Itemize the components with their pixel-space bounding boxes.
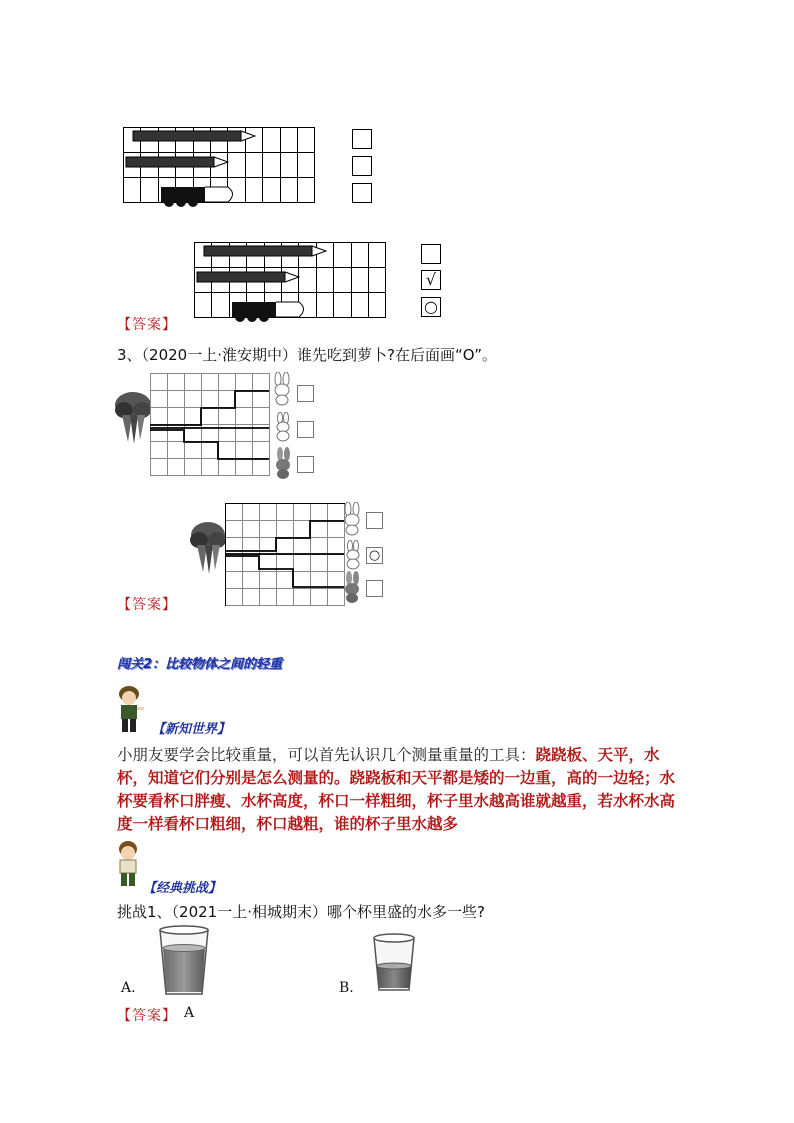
rabbit-icon: [271, 372, 293, 406]
pencil-icon: [126, 157, 228, 167]
q2-answer-box-2: √: [421, 270, 441, 290]
section-title: 闯关2：比较物体之间的轻重: [117, 657, 283, 672]
eraser-icon: [161, 187, 233, 207]
classic-challenge-title: 【经典挑战】: [143, 881, 222, 896]
q2-objects: [123, 127, 323, 207]
challenge1-question: 挑战1、（2021一上·相城期末）哪个杯里盛的水多一些?: [117, 903, 485, 921]
boy-mascot-icon: [113, 840, 143, 888]
paragraph-highlight: 跷跷板、天平，水杯，知道它们分别是怎么测量的。跷跷板和天平都是矮的一边重，高的一边轻；水杯要看杯口胖瘦、水杯高度，杯口一样粗细，杯子里水越高谁就越重，若水杯水高度一样看杯口粗细，杯口越粗，谁的杯子里水越多: [117, 746, 676, 833]
q3-answer-paths: [225, 503, 347, 607]
q2-answer-objects: [194, 242, 394, 322]
cup-b-icon: [372, 932, 416, 994]
q2-answer-label: 【答案】: [117, 317, 177, 333]
challenge1-answer-label: 【答案】: [117, 1008, 177, 1024]
cup-a-icon: [158, 924, 210, 998]
q3-answer-box-2: ○: [366, 547, 383, 564]
challenge1-answer-value: A: [184, 1005, 195, 1021]
rabbit-icon: [343, 540, 363, 570]
q3-answer-box-3: [366, 580, 383, 597]
rabbit-icon: [341, 571, 363, 603]
carrot-bunch-icon: [188, 520, 228, 575]
knowledge-paragraph: [117, 744, 689, 836]
q3-answer-box-1: [366, 512, 383, 529]
q3-blank-box-3[interactable]: [297, 456, 314, 473]
eraser-icon: [232, 302, 304, 322]
q2-answer-box-1: [421, 244, 441, 264]
rabbit-icon: [341, 502, 363, 536]
q3-blank-box-2[interactable]: [297, 421, 314, 438]
q3-paths: [150, 373, 272, 477]
q2-blank-box-1[interactable]: [352, 129, 372, 149]
option-a[interactable]: A.: [121, 980, 136, 996]
boy-mascot-icon: [113, 684, 147, 734]
pencil-icon: [197, 272, 299, 282]
paragraph-plain: 小朋友要学会比较重量，可以首先认识几个测量重量的工具：: [117, 746, 536, 764]
carrot-bunch-icon: [112, 390, 154, 445]
rabbit-icon: [273, 412, 293, 442]
q3-blank-box-1[interactable]: [297, 385, 314, 402]
q2-blank-box-3[interactable]: [352, 183, 372, 203]
q2-answer-box-3: ○: [421, 297, 441, 317]
pencil-icon: [133, 131, 255, 141]
option-b[interactable]: B.: [339, 980, 354, 996]
q2-blank-box-2[interactable]: [352, 156, 372, 176]
rabbit-icon: [272, 447, 294, 479]
q3-answer-label: 【答案】: [117, 597, 177, 613]
pencil-icon: [204, 246, 326, 256]
new-knowledge-title: 【新知世界】: [152, 722, 231, 737]
q3-question: 3、（2020一上·淮安期中）谁先吃到萝卜?在后面画“O”。: [117, 346, 498, 364]
